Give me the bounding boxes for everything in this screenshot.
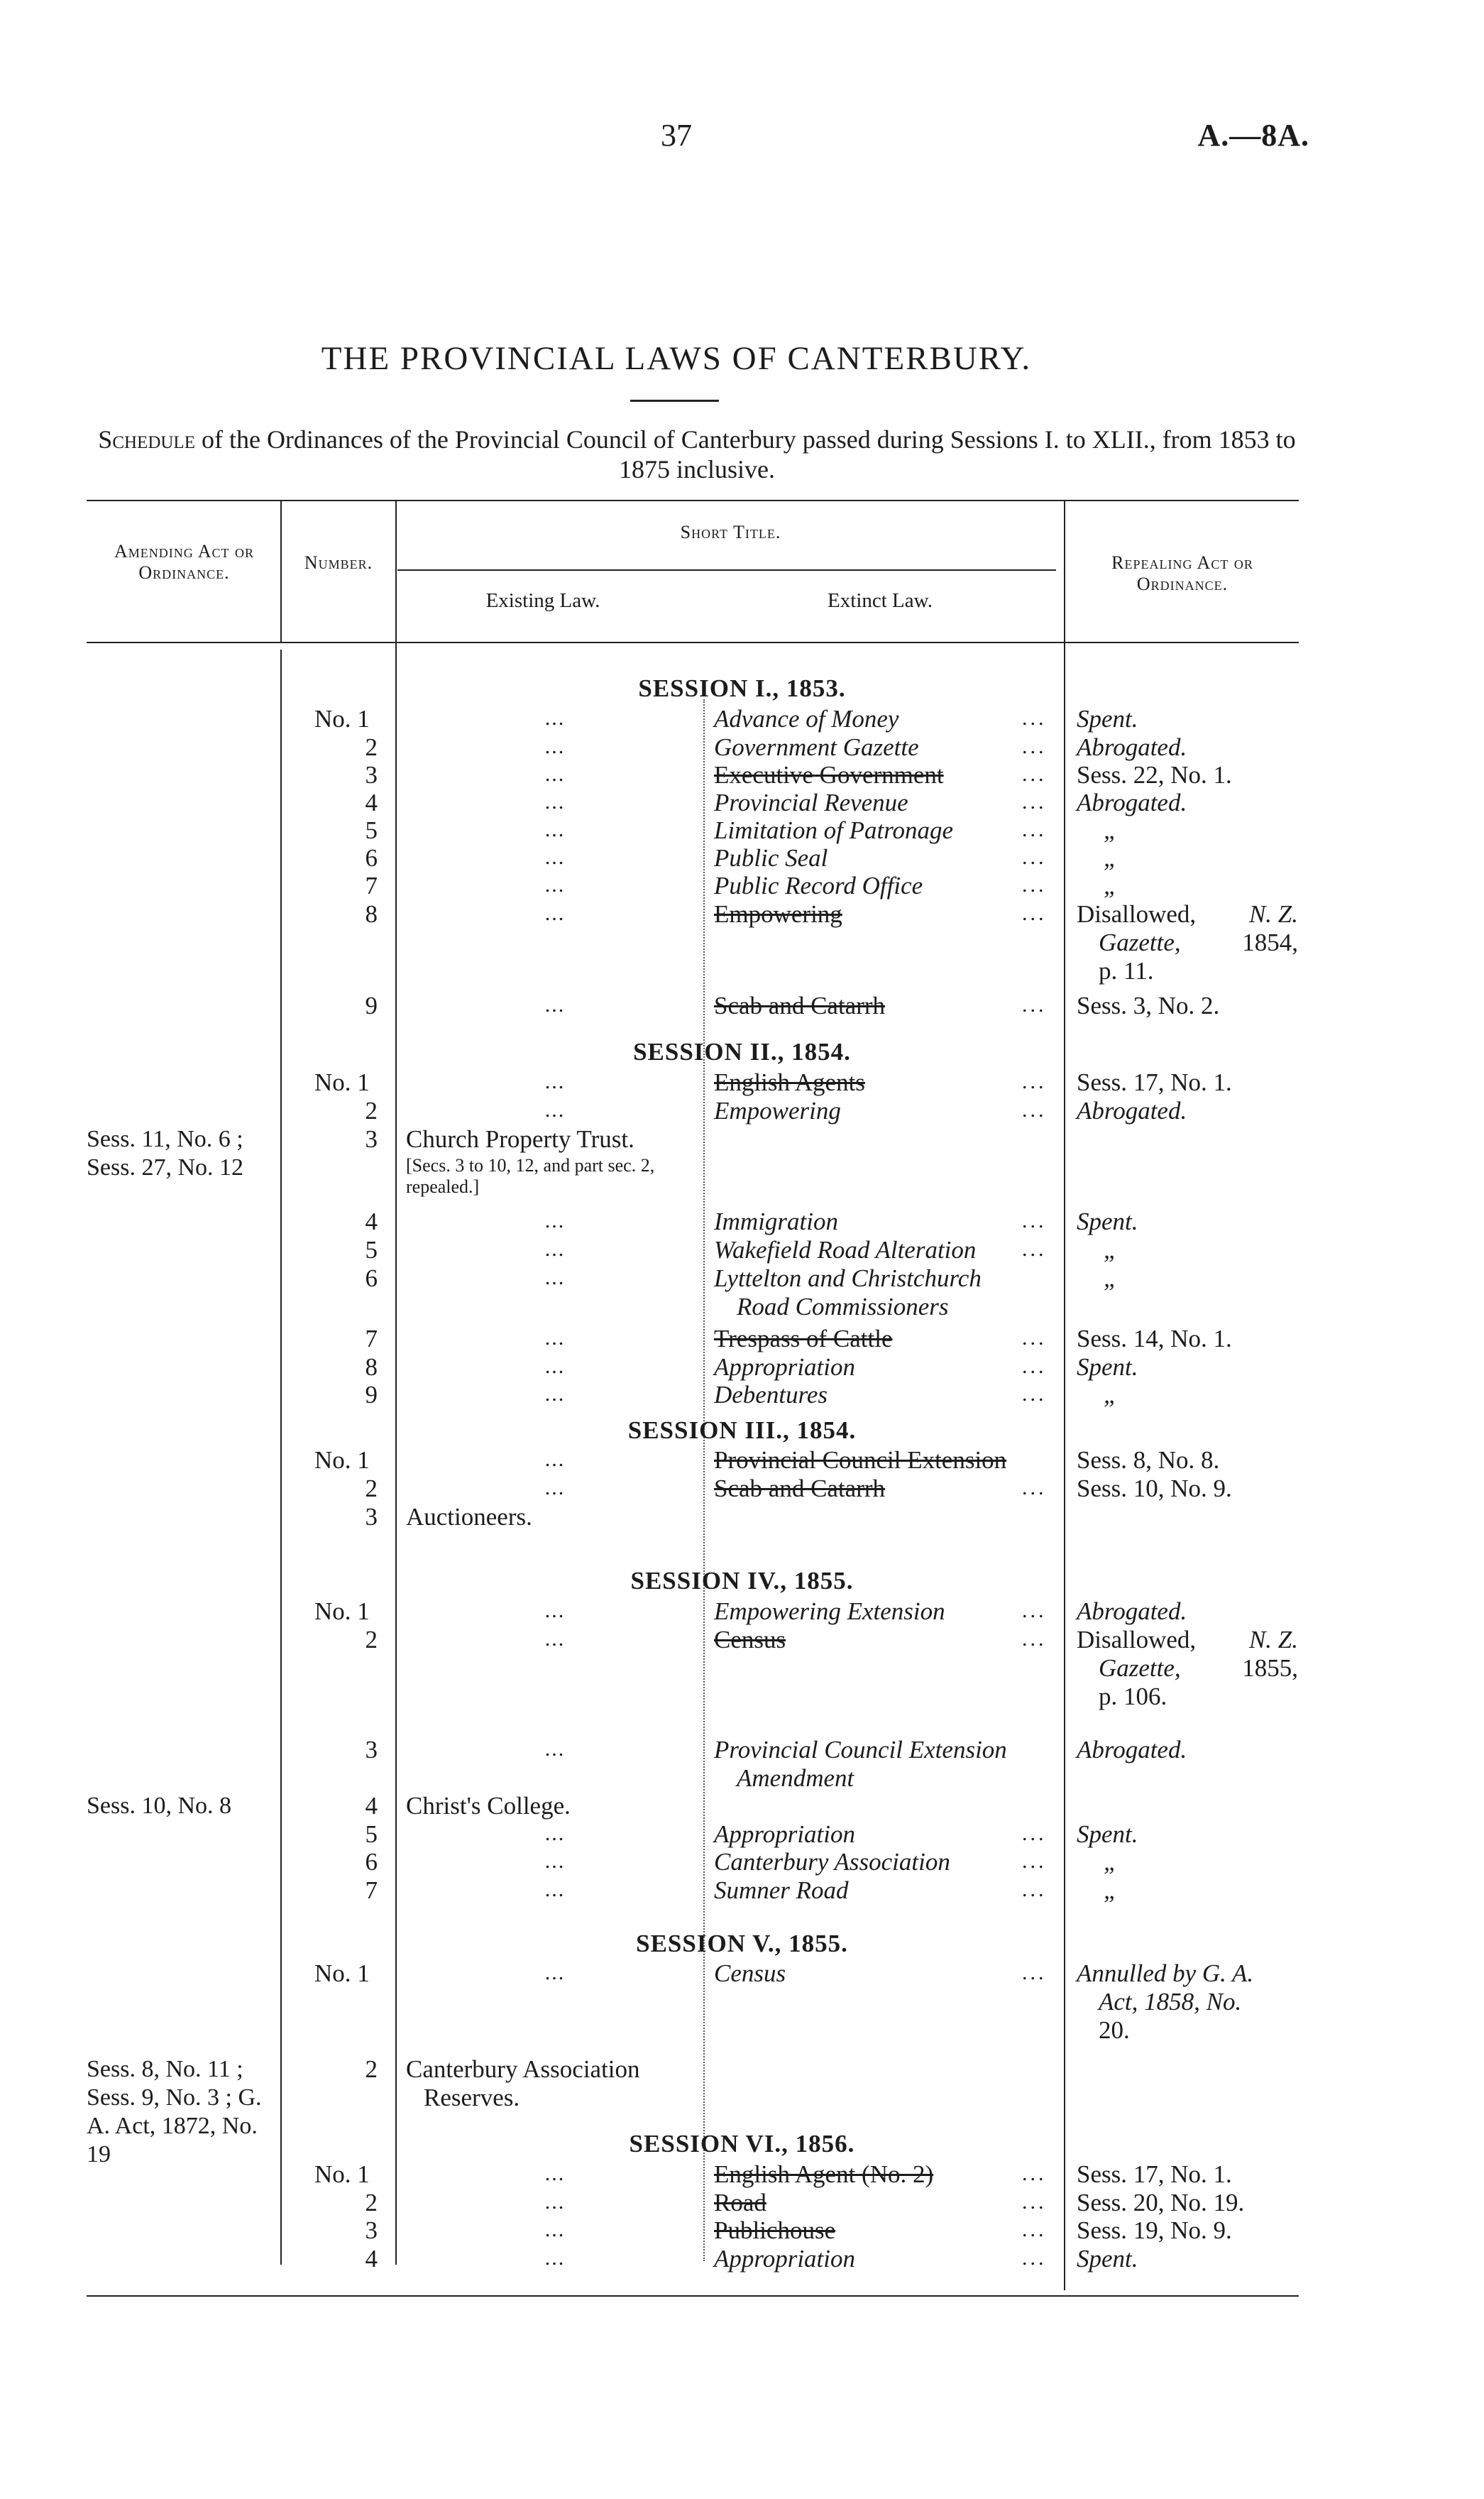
existing-law-dots: ... xyxy=(544,993,566,1017)
header-number: Number. xyxy=(304,552,373,573)
repealing-act: Sess. 8, No. 8. xyxy=(1077,1446,1220,1474)
extinct-law-title: Trespass of Cattle xyxy=(714,1325,893,1352)
existing-law-dots: ... xyxy=(544,1237,566,1261)
extinct-law-leader: ... xyxy=(1022,1098,1047,1122)
header-repealing: Repealing Act or Ordinance. xyxy=(1111,552,1253,594)
ordinance-number: 4 xyxy=(365,789,378,816)
amending-act: Sess. 8, No. 11 ; Sess. 9, No. 3 ; G. A. Act, 1872, No. 19 xyxy=(87,2056,262,2167)
existing-law-dots: ... xyxy=(544,1266,566,1289)
repealing-act: „ xyxy=(1104,872,1118,899)
existing-law-title: Christ's College. xyxy=(406,1792,571,1820)
repealing-act: „ xyxy=(1104,1876,1118,1904)
col-divider-2 xyxy=(395,501,397,2265)
extinct-law-leader: ... xyxy=(1022,1961,1047,1984)
existing-law-dots: ... xyxy=(544,790,566,814)
header-amending: Amending Act or Ordinance. xyxy=(114,541,255,583)
existing-law-dots: ... xyxy=(544,2162,566,2185)
ordinance-number: 4 xyxy=(365,2245,378,2273)
ordinance-number: 2 xyxy=(365,1475,378,1502)
existing-law-title: Church Property Trust. xyxy=(406,1125,634,1153)
col-divider-1 xyxy=(280,650,282,2265)
extinct-law-leader: ... xyxy=(1022,1849,1047,1873)
existing-law-dots: ... xyxy=(544,873,566,897)
existing-law-dots: ... xyxy=(544,1737,566,1761)
ordinance-number: 5 xyxy=(365,1820,378,1848)
extinct-law-title: Scab and Catarrh xyxy=(714,1475,886,1502)
extinct-law-title: Road xyxy=(714,2189,766,2216)
existing-law-dots: ... xyxy=(544,1355,566,1378)
repealing-act: „ xyxy=(1104,1848,1118,1876)
extinct-law-title: Canterbury Association xyxy=(714,1848,950,1876)
repealing-act: „ xyxy=(1104,1264,1118,1292)
existing-law-dots: ... xyxy=(544,2246,566,2270)
amending-act: Sess. 10, No. 8 xyxy=(87,1793,232,1819)
ordinance-number: 7 xyxy=(365,872,378,899)
extinct-law-leader: ... xyxy=(1022,818,1047,841)
repealing-act-line3: p. 11. xyxy=(1099,957,1154,985)
existing-law-dots: ... xyxy=(544,1448,566,1471)
extinct-law-title: Empowering xyxy=(714,900,842,928)
extinct-law-title: Scab and Catarrh xyxy=(714,992,886,1019)
extinct-law-leader: ... xyxy=(1022,2218,1047,2241)
extinct-law-leader: ... xyxy=(1022,2162,1047,2185)
extinct-law-leader: ... xyxy=(1022,1326,1047,1350)
ordinance-number: 3 xyxy=(365,1503,378,1531)
extinct-law-title: Appropriation xyxy=(714,1353,855,1381)
extinct-law-leader: ... xyxy=(1022,1382,1047,1406)
amending-act: Sess. 11, No. 6 ; Sess. 27, No. 12 xyxy=(87,1126,244,1181)
repealing-act: Sess. 20, No. 19. xyxy=(1077,2189,1245,2216)
extinct-law-leader: ... xyxy=(1022,1355,1047,1378)
extinct-law-title: Census xyxy=(714,1959,786,1987)
ordinance-number: No. 1 xyxy=(314,1597,370,1625)
existing-law-dots: ... xyxy=(544,1849,566,1873)
header-short-title: Short Title. xyxy=(680,522,781,542)
ordinance-number: 5 xyxy=(365,1236,378,1264)
extinct-law-title: Sumner Road xyxy=(714,1876,849,1904)
repealing-act: Abrogated. xyxy=(1077,1736,1187,1763)
ordinance-number: No. 1 xyxy=(314,2160,370,2188)
extinct-law-title: Public Seal xyxy=(714,844,828,872)
repealing-act: Spent. xyxy=(1077,705,1138,733)
extinct-law-title: Empowering xyxy=(714,1097,841,1125)
repealing-act: Abrogated. xyxy=(1077,1097,1187,1125)
title-divider xyxy=(630,400,719,402)
repealing-act: Spent. xyxy=(1077,1820,1138,1848)
col-divider-4 xyxy=(1064,501,1065,2290)
extinct-law-title: Appropriation xyxy=(714,1820,855,1848)
ordinance-number: 2 xyxy=(365,1097,378,1125)
existing-law-dots: ... xyxy=(544,1098,566,1122)
existing-law-dots: ... xyxy=(544,2218,566,2241)
repealing-act: Spent. xyxy=(1077,1208,1138,1235)
repealing-act: Abrogated. xyxy=(1077,733,1187,761)
repealing-act-line2-right: 1854, xyxy=(1242,929,1298,956)
session-heading: SESSION IV., 1855. xyxy=(630,1567,854,1595)
repealing-act: Sess. 17, No. 1. xyxy=(1077,1068,1232,1096)
page-reference: A.—8A. xyxy=(1197,118,1309,153)
repealing-act: Spent. xyxy=(1077,1353,1138,1381)
existing-law-dots: ... xyxy=(544,1476,566,1499)
existing-law-dots: ... xyxy=(544,1878,566,1901)
extinct-law-title: Debentures xyxy=(714,1381,828,1409)
ordinance-number: 3 xyxy=(365,761,378,789)
extinct-law-leader: ... xyxy=(1022,1209,1047,1232)
extinct-law-title-cont: Amendment xyxy=(737,1764,854,1792)
extinct-law-leader: ... xyxy=(1022,1476,1047,1499)
short-title-rule xyxy=(397,569,1056,571)
existing-law-dots: ... xyxy=(544,846,566,869)
extinct-law-leader: ... xyxy=(1022,902,1047,925)
extinct-law-title: Public Record Office xyxy=(714,872,923,899)
session-heading: SESSION V., 1855. xyxy=(636,1930,848,1957)
repealing-act: Spent. xyxy=(1077,2245,1138,2273)
header-extinct-law: Extinct Law. xyxy=(828,589,933,612)
repealing-act: Sess. 3, No. 2. xyxy=(1077,992,1220,1019)
extinct-law-leader: ... xyxy=(1022,1822,1047,1845)
extinct-law-leader: ... xyxy=(1022,846,1047,869)
existing-extinct-divider xyxy=(703,699,705,2261)
repealing-act: Sess. 22, No. 1. xyxy=(1077,761,1232,789)
session-heading: SESSION II., 1854. xyxy=(633,1038,851,1066)
extinct-law-title: Wakefield Road Alteration xyxy=(714,1236,977,1264)
extinct-law-leader: ... xyxy=(1022,706,1047,730)
ordinance-number: No. 1 xyxy=(314,1959,370,1987)
extinct-law-leader: ... xyxy=(1022,2246,1047,2270)
ordinance-number: 6 xyxy=(365,1848,378,1876)
repealing-act-line2-right: 1855, xyxy=(1242,1654,1298,1682)
extinct-law-leader: ... xyxy=(1022,762,1047,786)
repealing-act-line1: Disallowed, xyxy=(1077,900,1197,928)
existing-law-dots: ... xyxy=(544,1822,566,1845)
session-heading: SESSION VI., 1856. xyxy=(629,2130,855,2158)
extinct-law-leader: ... xyxy=(1022,1878,1047,1901)
existing-law-dots: ... xyxy=(544,1627,566,1651)
existing-law-title: Canterbury Association xyxy=(406,2055,640,2083)
extinct-law-leader: ... xyxy=(1022,735,1047,758)
ordinance-number: No. 1 xyxy=(314,1446,370,1474)
existing-law-dots: ... xyxy=(544,1382,566,1406)
repealing-act-line1-right: N. Z. xyxy=(1248,1626,1298,1653)
extinct-law-leader: ... xyxy=(1022,1627,1047,1651)
extinct-law-title-cont: Road Commissioners xyxy=(737,1293,949,1320)
ordinance-number: No. 1 xyxy=(314,1068,370,1096)
schedule-subtitle xyxy=(87,425,1307,484)
page-title: THE PROVINCIAL LAWS OF CANTERBURY. xyxy=(321,340,1032,377)
existing-law-dots: ... xyxy=(544,1326,566,1350)
extinct-law-title: Publichouse xyxy=(714,2216,836,2244)
subtitle-lead: Schedule xyxy=(98,425,195,454)
extinct-law-title: Appropriation xyxy=(714,2245,855,2273)
existing-law-title-cont: Reserves. xyxy=(424,2084,520,2111)
session-heading: SESSION III., 1854. xyxy=(627,1416,857,1444)
ordinance-number: 6 xyxy=(365,844,378,872)
table-bottom-rule xyxy=(87,2295,1299,2297)
repealing-act: „ xyxy=(1104,1236,1118,1264)
ordinance-number: 9 xyxy=(365,992,378,1019)
table-top-rule xyxy=(87,500,1299,501)
ordinance-number: 4 xyxy=(365,1208,378,1235)
ordinance-number: 6 xyxy=(365,1264,378,1292)
ordinance-number: 7 xyxy=(365,1325,378,1352)
ordinance-number: 2 xyxy=(365,2055,378,2083)
repealing-act-line2: Gazette, xyxy=(1099,929,1181,956)
ordinance-number: 7 xyxy=(365,1876,378,1904)
repealing-act-line1: Disallowed, xyxy=(1077,1626,1197,1653)
extinct-law-title: Empowering Extension xyxy=(714,1597,945,1625)
ordinance-number: 3 xyxy=(365,1125,378,1153)
existing-law-dots: ... xyxy=(544,1599,566,1622)
extinct-law-title: Executive Government xyxy=(714,761,944,789)
extinct-law-title: Government Gazette xyxy=(714,733,919,761)
repealing-act: „ xyxy=(1104,1381,1118,1409)
extinct-law-leader: ... xyxy=(1022,873,1047,897)
header-bottom-rule xyxy=(87,642,1299,643)
existing-law-dots: ... xyxy=(544,1961,566,1984)
extinct-law-leader: ... xyxy=(1022,2190,1047,2214)
header-existing-law: Existing Law. xyxy=(485,589,600,612)
repealing-act-line1: Annulled by G. A. xyxy=(1077,1959,1254,1987)
repealing-act: Sess. 10, No. 9. xyxy=(1077,1475,1232,1502)
extinct-law-title: Provincial Council Extension xyxy=(714,1446,1007,1474)
repealing-act-line1-right: N. Z. xyxy=(1248,900,1298,928)
repealing-act-line3: 20. xyxy=(1099,2016,1130,2044)
extinct-law-leader: ... xyxy=(1022,1237,1047,1261)
ordinance-number: 9 xyxy=(365,1381,378,1409)
session-heading: SESSION I., 1853. xyxy=(638,674,846,702)
repealing-act: „ xyxy=(1104,816,1118,844)
existing-law-dots: ... xyxy=(544,818,566,841)
extinct-law-title: Advance of Money xyxy=(714,705,899,733)
extinct-law-title: Provincial Revenue xyxy=(714,789,908,816)
page-number: 37 xyxy=(661,118,692,153)
extinct-law-leader: ... xyxy=(1022,1070,1047,1093)
existing-law-dots: ... xyxy=(544,762,566,786)
existing-law-dots: ... xyxy=(544,735,566,758)
extinct-law-title: Limitation of Patronage xyxy=(714,816,954,844)
extinct-law-title: Lyttelton and Christchurch xyxy=(714,1264,982,1292)
ordinance-number: 3 xyxy=(365,1736,378,1763)
ordinance-number: 2 xyxy=(365,733,378,761)
subtitle-text: of the Ordinances of the Provincial Council of Canterbury passed during Sessions I. to XLII., from 1853 to 1875 inclusive. xyxy=(194,425,1296,483)
extinct-law-title: English Agent (No. 2) xyxy=(714,2160,934,2188)
extinct-law-title: Immigration xyxy=(714,1208,838,1235)
existing-law-title: Auctioneers. xyxy=(406,1503,532,1531)
existing-law-dots: ... xyxy=(544,902,566,925)
ordinance-number: 2 xyxy=(365,1626,378,1653)
repealing-act: Abrogated. xyxy=(1077,1597,1187,1625)
ordinance-number: 5 xyxy=(365,816,378,844)
extinct-law-leader: ... xyxy=(1022,790,1047,814)
repealing-act-line2: Act, 1858, No. xyxy=(1099,1988,1242,2016)
repealing-act-line2: Gazette, xyxy=(1099,1654,1181,1682)
extinct-law-leader: ... xyxy=(1022,1599,1047,1622)
extinct-law-title: English Agents xyxy=(714,1068,865,1096)
repealing-act: Abrogated. xyxy=(1077,789,1187,816)
ordinance-number: 8 xyxy=(365,900,378,928)
ordinance-number: 8 xyxy=(365,1353,378,1381)
existing-law-note: [Secs. 3 to 10, 12, and part sec. 2, repealed.] xyxy=(406,1155,655,1197)
existing-law-dots: ... xyxy=(544,706,566,730)
existing-law-dots: ... xyxy=(544,1070,566,1093)
existing-law-dots: ... xyxy=(544,2190,566,2214)
ordinance-number: 4 xyxy=(365,1792,378,1820)
ordinance-number: No. 1 xyxy=(314,705,370,733)
extinct-law-leader: ... xyxy=(1022,993,1047,1017)
repealing-act: Sess. 19, No. 9. xyxy=(1077,2216,1232,2244)
extinct-law-title: Provincial Council Extension xyxy=(714,1736,1007,1763)
existing-law-dots: ... xyxy=(544,1209,566,1232)
repealing-act: Sess. 17, No. 1. xyxy=(1077,2160,1232,2188)
repealing-act-line3: p. 106. xyxy=(1099,1683,1167,1710)
ordinance-number: 2 xyxy=(365,2189,378,2216)
repealing-act: „ xyxy=(1104,844,1118,872)
ordinance-number: 3 xyxy=(365,2216,378,2244)
extinct-law-title: Census xyxy=(714,1626,786,1653)
repealing-act: Sess. 14, No. 1. xyxy=(1077,1325,1232,1352)
